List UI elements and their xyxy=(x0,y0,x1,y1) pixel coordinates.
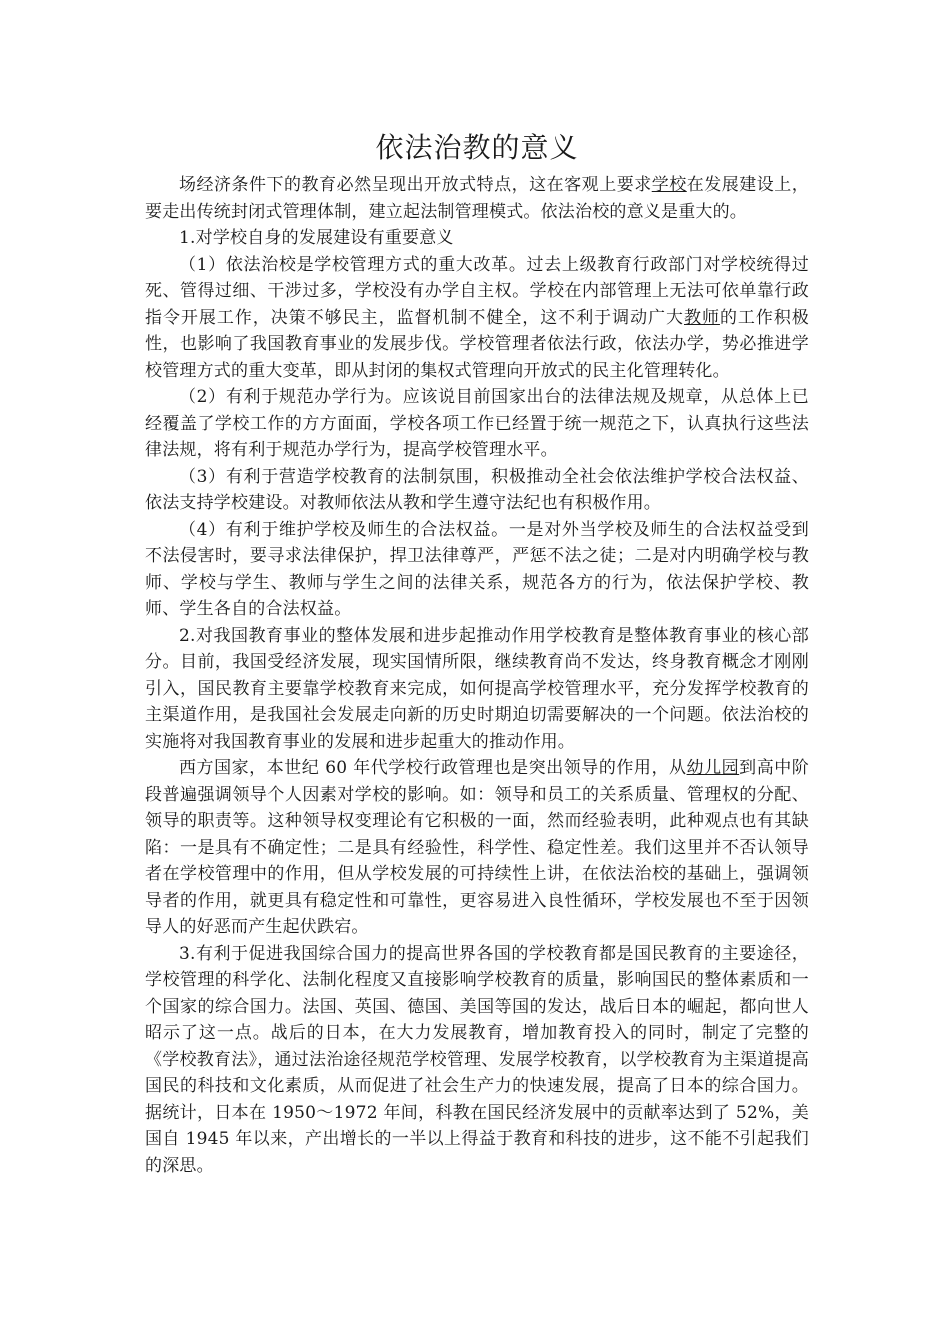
paragraph-text: （1）依法治校是学校管理方式的重大改革。过去上级教育行政部门对学校统得过死、管得过细、干涉过多，学校没有办学自主权。学校在内部管理上无法可依单靠行政指令开展工作，决策不够民主，监督机制不健全，这不利于调动广大 xyxy=(145,254,809,328)
paragraph-text: （3）有利于营造学校教育的法制氛围，积极推动全社会依法维护学校合法权益、依法支持学校建设。对教师依法从教和学生遵守法纪也有积极作用。 xyxy=(145,466,809,513)
document-title: 依法治教的意义 xyxy=(375,131,579,164)
paragraph-text: （2）有利于规范办学行为。应该说目前国家出台的法律法规及规章，从总体上已经覆盖了学校工作的方方面面，学校各项工作已经置于统一规范之下，认真执行这些法律法规，将有利于规范办学行为，提高学校管理水平。 xyxy=(145,387,809,460)
paragraph-text: 西方国家，本世纪 60 年代学校行政管理也是突出领导的作用，从 xyxy=(179,758,687,778)
paragraph xyxy=(145,225,809,252)
paragraph xyxy=(145,517,809,623)
paragraph-text: 1.对学校自身的发展建设有重要意义 xyxy=(179,228,454,248)
paragraph xyxy=(145,941,809,1180)
paragraph xyxy=(145,623,809,756)
paragraph-text: 到高中阶段普遍强调领导个人因素对学校的影响。如：领导和员工的关系质量、管理权的分配、领导的职责等。这种领导权变理论有它积极的一面，然而经验表明，此种观点也有其缺陷：一是具有不确定性；二是具有经验性，科学性、稳定性差。我们这里并不否认领导者在学校管理中的作用，但从学校发展的可持续性上讲，在依法治校的基础上，强调领导者的作用，就更具有稳定性和可靠性，更容易进入良性循环，学校发展也不至于因领导人的好恶而产生起伏跌宕。 xyxy=(145,758,809,937)
paragraph-text: 2.对我国教育事业的整体发展和进步起推动作用学校教育是整体教育事业的核心部分。目前，我国受经济发展，现实国情所限，继续教育尚不发达，终身教育概念才刚刚引入，国民教育主要靠学校教育来完成，如何提高学校管理水平，充分发挥学校教育的主渠道作用，是我国社会发展走向新的历史时期迫切需要解决的一个问题。依法治校的实施将对我国教育事业的发展和进步起重大的推动作用。 xyxy=(145,625,809,752)
document-page xyxy=(145,128,809,1179)
paragraph-text: 在发展建设上，要走出传统封闭式管理体制，建立起法制管理模式。依法治校的意义是重大的。 xyxy=(145,175,809,222)
paragraph-text: 3.有利于促进我国综合国力的提高世界各国的学校教育都是国民教育的主要途径，学校管理的科学化、法制化程度又直接影响学校教育的质量，影响国民的整体素质和一个国家的综合国力。法国、英国、德国、美国等国的发达，战后日本的崛起，都向世人昭示了这一点。战后的日本，在大力发展教育，增加教育投入的同时，制定了完整的《学校教育法》，通过法治途径规范学校管理、发展学校教育，以学校教育为主渠道提高国民的科技和文化素质，从而促进了社会生产力的快速发展，提高了日本的综合国力。据统计，日本在 1950～1972 年间，科教在国民经济发展中的贡献率达到了 52%，美国自 1945 年以来，产出增长的一半以上得益于教育和科技的进步，这不能不引起我们的深思。 xyxy=(145,943,809,1176)
paragraph xyxy=(145,384,809,464)
inline-link[interactable]: 教师 xyxy=(684,307,720,328)
inline-link[interactable]: 幼儿园 xyxy=(686,758,740,778)
paragraph xyxy=(145,464,809,517)
paragraph-text: 的工作积极性，也影响了我国教育事业的发展步伐。学校管理者依法行政，依法办学，势必推进学校管理方式的重大变革，即从封闭的集权式管理向开放式的民主化管理转化。 xyxy=(145,307,810,381)
paragraph-text: （4）有利于维护学校及师生的合法权益。一是对外当学校及师生的合法权益受到不法侵害时，要寻求法律保护，捍卫法律尊严，严惩不法之徒；二是对内明确学校与教师、学校与学生、教师与学生之间的法律关系，规范各方的行为，依法保护学校、教师、学生各自的合法权益。 xyxy=(145,519,809,619)
document-body xyxy=(145,172,809,1179)
paragraph xyxy=(145,172,809,225)
paragraph xyxy=(145,252,809,385)
inline-link[interactable]: 学校 xyxy=(651,175,687,195)
paragraph xyxy=(145,755,809,941)
paragraph-text: 场经济条件下的教育必然呈现出开放式特点，这在客观上要求 xyxy=(179,175,652,195)
